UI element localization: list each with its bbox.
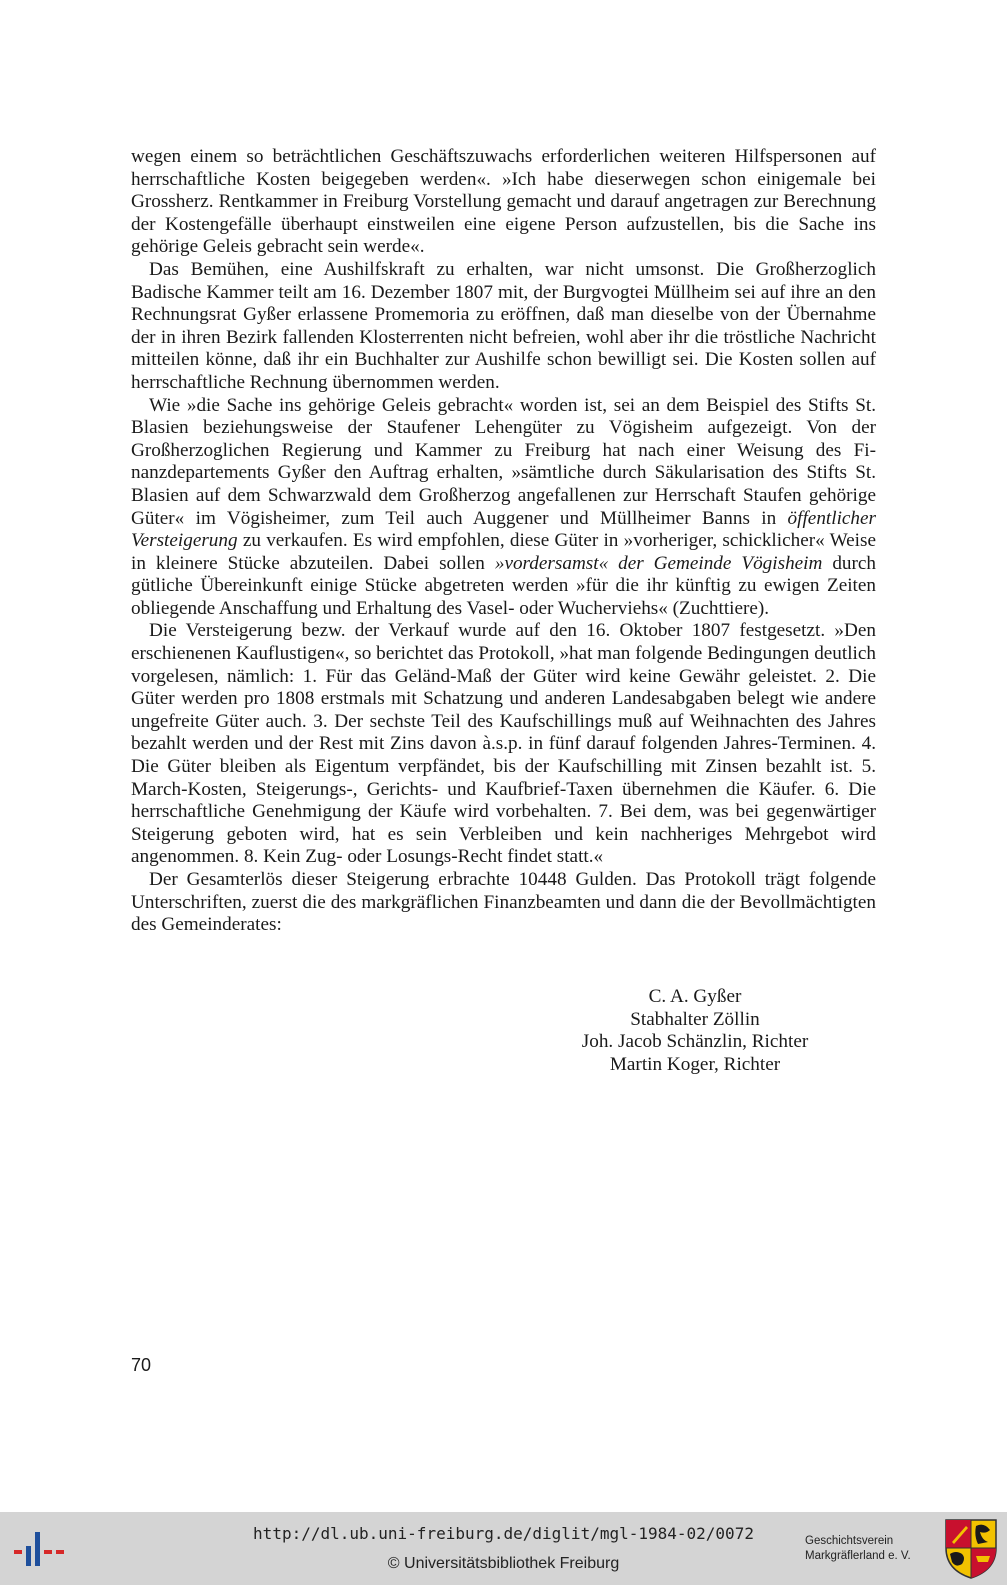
society-name-line: Geschichtsverein: [805, 1535, 894, 1547]
footer-bar: [0, 1512, 1007, 1585]
text-segment: zu verkaufen. Es wird empfohlen, diese Güter in »vorheriger, schicklicher« Weise in kleinere Stücke abzuteilen. Dabei sollen: [131, 530, 876, 574]
society-name-line: Markgräflerland e. V.: [805, 1550, 911, 1562]
footer-copyright: © Universitätsbibliothek Freiburg: [387, 1555, 620, 1572]
signature-line: Martin Koger, Richter: [609, 1053, 781, 1075]
body-text: [131, 146, 876, 937]
italic-text-segment: öffentlicher Versteigerung: [131, 507, 876, 552]
page-content: [131, 146, 876, 937]
signature-line: Joh. Jacob Schänzlin, Richter: [581, 1031, 809, 1053]
signature-block: [545, 986, 845, 1076]
signature-line: Stabhalter Zöllin: [630, 1008, 760, 1030]
page-number: 70: [131, 1355, 152, 1375]
digital-library-link[interactable]: http://dl.ub.uni-freiburg.de/diglit/mgl-1984-02/0072: [253, 1524, 754, 1543]
text-segment: Der Gesamterlös dieser Steigerung erbrachte 10448 Gulden. Das Protokoll trägt folgende Unterschriften, zuerst die des markgräflichen Finanzbeamten und dann die der Bevollmächtigten des Gemeinderates:: [131, 869, 876, 936]
paragraph: [131, 869, 876, 937]
paragraph: [131, 620, 876, 869]
italic-text-segment: »vordersamst« der Gemeinde Vögisheim: [494, 552, 823, 574]
paragraph: [131, 146, 876, 259]
text-segment: Die Versteigerung bezw. der Verkauf wurde auf den 16. Oktober 1807 festgesetzt. »Den erschienenen Kauflustigen«, so berichtet das Protokoll, »hat man folgende Bedingungen deutlich vorgelesen, nämlich: 1. Für das Geländ-Maß der Güter wird keine Gewähr geleistet. 2. Die Güter werden pro 1808 erstmals mit Schatzung und anderen Landesabgaben belegt wie andere ungefreite Güter auch. 3. Der sechste Teil des Kaufschillings muß auf Weihnachten des Jahres bezahlt werden und der Rest mit Zins davon à.s.p. in fünf darauf folgenden Jahres-Terminen. 4. Die Güter bleiben als Eigentum verpfändet, bis der Kaufschilling mit Zinsen bezahlt ist. 5. March-Kosten, Steigerungs-, Gerichts- und Kaufbrief-Taxen übernehmen die Käufer. 6. Die herrschaftliche Genehmigung der Käufe wird vorbehalten. 7. Bei dem, was bei gegenwärtiger Steigerung geboten wird, hat es sein Verbleiben und kein nachheriges Mehrgebot wird angenommen. 8. Kein Zug- oder Losungs-Recht findet statt.«: [131, 620, 876, 868]
signature-line: C. A. Gyßer: [648, 986, 742, 1007]
text-segment: durch gütliche Übereinkunft einige Stücke abgetreten werden »für die ihr künftig zu ewigen Zeiten obliegende Anschaffung und Erhaltung des Vasel- oder Wucherviehs« (Zuchttiere).: [131, 552, 876, 619]
text-segment: Das Bemühen, eine Aushilfskraft zu erhalten, war nicht umsonst. Die Großherzoglich Badische Kammer teilt am 16. Dezember 1807 mit, der Burgvogtei Müllheim sei auf ihre an den Rechnungsrat Gyßer erlassene Promemoria zu eröffnen, daß man dieselbe von der Übernahme der in ihren Bezirk fallenden Klosterrenten nicht befreien, wohl aber ihr die tröstliche Nachricht mitteilen könne, daß ihr ein Buchhalter zur Aushilfe schon bewilligt sei. Die Kosten sollen auf herrschaftliche Rechnung übernommen werden.: [131, 258, 876, 393]
coat-of-arms-icon: [944, 1518, 998, 1580]
society-name: [805, 1534, 911, 1564]
text-segment: Wie »die Sache ins gehörige Geleis gebracht« worden ist, sei an dem Beispiel des Stifts St. Blasien beziehungsweise der Staufener Lehengüter zu Vögisheim aufgezeigt. Von der Großherzoglichen Regierung und Kammer zu Freiburg hat nach einer Weisung des Finanzdepartements Gyßer den Auftrag erhalten, »sämtliche durch Säkularisation des Stifts St. Blasien auf dem Schwarzwald dem Großherzog angefallenen zur Herrschaft Staufen gehörige Güter« im Vögisheimer, zum Teil auch Auggener und Müllheimer Banns in: [131, 394, 876, 529]
paragraph: [131, 395, 876, 621]
paragraph: [131, 259, 876, 395]
text-segment: wegen einem so beträchtlichen Geschäftszuwachs erforderlichen weiteren Hilfspersonen auf herrschaftliche Kosten beigegeben werden«. »Ich habe dieserwegen schon einigemale bei Grossherz. Rentkammer in Freiburg Vorstellung gemacht und darauf angetragen zur Berechnung der Kostengefälle überhaupt einstweilen eine eigene Person aufzustellen, bis die Sache ins gehörige Geleis gebracht sein werde«.: [131, 146, 876, 258]
